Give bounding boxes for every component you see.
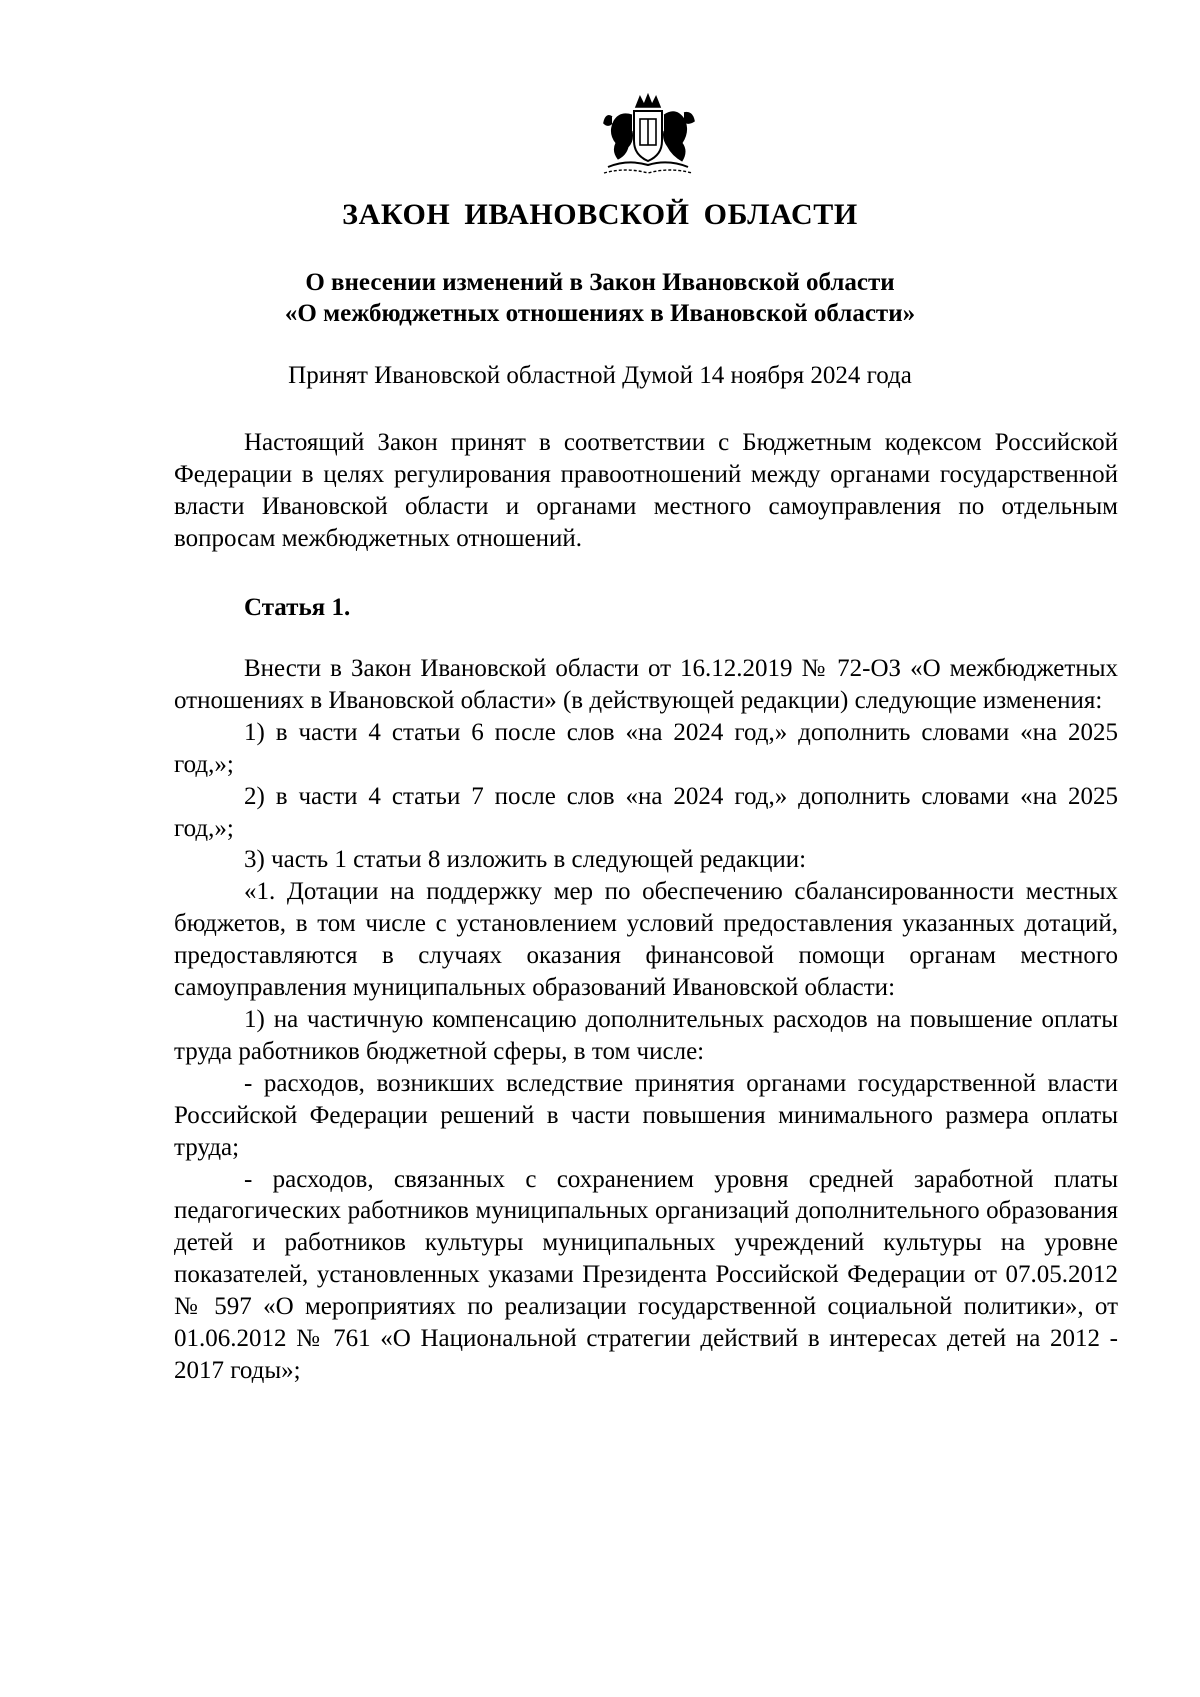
law-title: ЗАКОН ИВАНОВСКОЙ ОБЛАСТИ	[342, 198, 858, 231]
adoption-line: Принят Ивановской областной Думой 14 ноября 2024 года	[288, 362, 912, 389]
paragraph: 2) в части 4 статьи 7 после слов «на 2024 год,» дополнить словами «на 2025 год,»;	[174, 782, 1118, 842]
paragraph: 1) в части 4 статьи 6 после слов «на 2024 год,» дополнить словами «на 2025 год,»;	[174, 718, 1118, 778]
preamble	[174, 427, 1118, 555]
subtitle-line-2: «О межбюджетных отношениях в Ивановской области»	[284, 300, 916, 327]
paragraph: 1) на частичную компенсацию дополнительных расходов на повышение оплаты труда работников бюджетной сферы, в том числе:	[174, 1005, 1118, 1065]
paragraph: «1. Дотации на поддержку мер по обеспечению сбалансированности местных бюджетов, в том числе с установлением условий предоставления указанных дотаций, предоставляются в случаях оказания финансовой помощи органам местного самоуправления муниципальных образований Ивановской области:	[174, 878, 1118, 1002]
paragraph: Внести в Закон Ивановской области от 16.12.2019 № 72-ОЗ «О межбюджетных отношениях в Ивановской области» (в действующей редакции) следующие изменения:	[174, 655, 1118, 714]
law-subtitle	[0, 267, 1200, 329]
subtitle-line-1: О внесении изменений в Закон Ивановской области	[305, 269, 895, 296]
preamble-text: Настоящий Закон принят в соответствии с Бюджетным кодексом Российской Федерации в целях регулирования правоотношений между органами государственной власти Ивановской области и органами местного самоуправления по отдельным вопросам межбюджетных отношений.	[174, 429, 1118, 552]
paragraph: - расходов, возникших вследствие принятия органами государственной власти Российской Федерации решений в части повышения минимального размера оплаты труда;	[174, 1069, 1118, 1161]
coat-of-arms-emblem	[598, 93, 698, 179]
paragraph: - расходов, связанных с сохранением уровня средней заработной платы педагогических работников муниципальных организаций дополнительного образования детей и работников культуры муниципальных учреждений культуры на уровне показателей, установленных указами Президента Российской Федерации от 07.05.2012 № 597 «О мероприятиях по реализации государственной социальной политики», от 01.06.2012 № 761 «О Национальной стратегии действий в интересах детей на 2012 - 2017 годы»;	[174, 1165, 1118, 1384]
article-body	[174, 653, 1118, 1387]
paragraph: 3) часть 1 статьи 8 изложить в следующей редакции:	[244, 846, 807, 874]
article-heading: Статья 1.	[244, 594, 351, 621]
